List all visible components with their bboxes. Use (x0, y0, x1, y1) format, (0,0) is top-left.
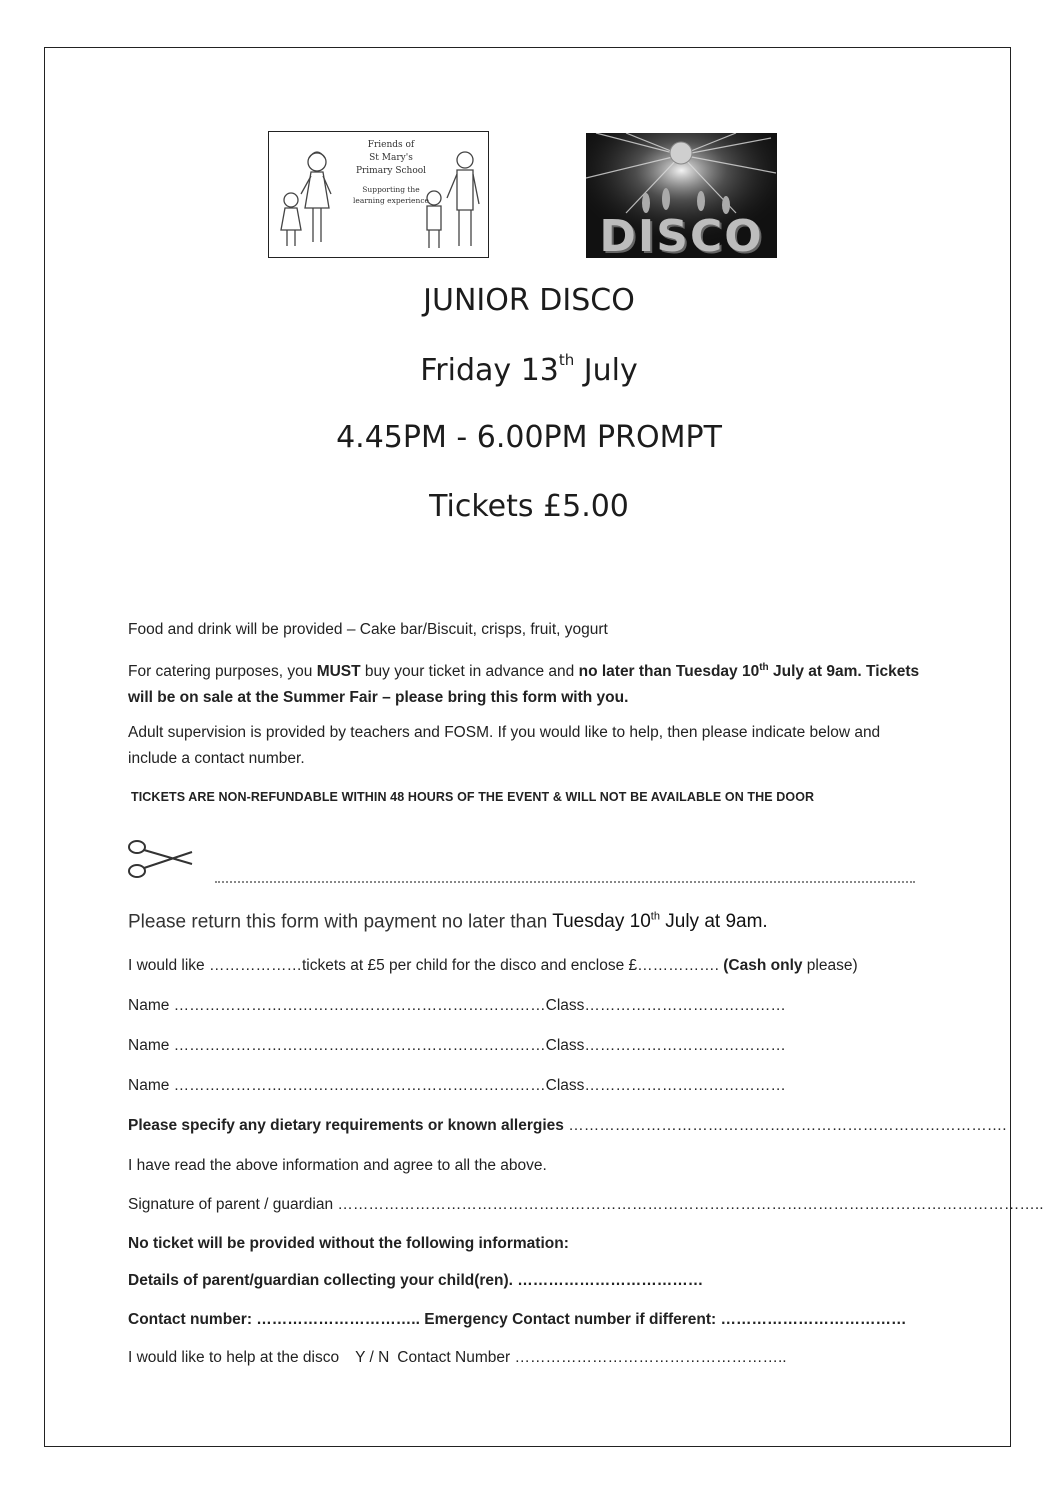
refund-notice: TICKETS ARE NON-REFUNDABLE WITHIN 48 HOURS OF THE EVENT & WILL NOT BE AVAILABLE ON THE DOOR (131, 790, 815, 804)
event-date: Friday 13th July (420, 351, 638, 388)
name-class-row-2[interactable]: Name ………………………………………………………………Class………………………………… (128, 1037, 786, 1054)
help-at-disco-row[interactable]: I would like to help at the disco Y / N Contact Number …………………………………………….. (128, 1349, 787, 1366)
help-yes-no[interactable]: Y / N (355, 1349, 390, 1366)
event-time: 4.45PM - 6.00PM PROMPT (336, 420, 722, 455)
contact-number-row[interactable]: Contact number: ………………………….. Emergency Contact number if different: ……………………………… (128, 1311, 907, 1328)
tickets-request-line[interactable]: I would like ………………tickets at £5 per child for the disco and enclose £……………. (Cash only please) (128, 957, 858, 974)
food-info: Food and drink will be provided – Cake bar/Biscuit, crisps, fruit, yogurt (128, 621, 608, 638)
return-instruction: Please return this form with payment no later than Tuesday 10th July at 9am. (128, 911, 768, 933)
disco-logo (586, 133, 777, 258)
signature-row[interactable]: Signature of parent / guardian ……………………………………………………………………………………………………………………….. (128, 1196, 1044, 1213)
agreement-text: I have read the above information and agree to all the above. (128, 1157, 547, 1174)
no-ticket-warning: No ticket will be provided without the following information: (128, 1235, 569, 1252)
fosm-logo (268, 131, 489, 258)
supervision-info: Adult supervision is provided by teachers and FOSM. If you would like to help, then please indicate below and include a contact number. (128, 724, 881, 767)
catering-info: For catering purposes, you MUST buy your ticket in advance and no later than Tuesday 10th July at 9am. Tickets will be on sale at the Summer Fair – please bring this form with you. (128, 662, 920, 707)
dietary-requirements-row[interactable]: Please specify any dietary requirements or known allergies …………………………………………………………………………. (128, 1117, 1007, 1134)
cut-line (215, 881, 915, 883)
disco-logo-word: DISCO (599, 211, 764, 258)
scissors-icon (126, 838, 196, 880)
event-title: JUNIOR DISCO (423, 283, 635, 318)
name-class-row-1[interactable]: Name ………………………………………………………………Class………………………………… (128, 997, 786, 1014)
collector-details-row[interactable]: Details of parent/guardian collecting your child(ren). ……………………………… (128, 1272, 704, 1289)
name-class-row-3[interactable]: Name ………………………………………………………………Class………………………………… (128, 1077, 786, 1094)
event-price: Tickets £5.00 (429, 489, 629, 524)
fosm-logo-text: Friends of St Mary's Primary School Supporting the learning experience (353, 140, 429, 205)
